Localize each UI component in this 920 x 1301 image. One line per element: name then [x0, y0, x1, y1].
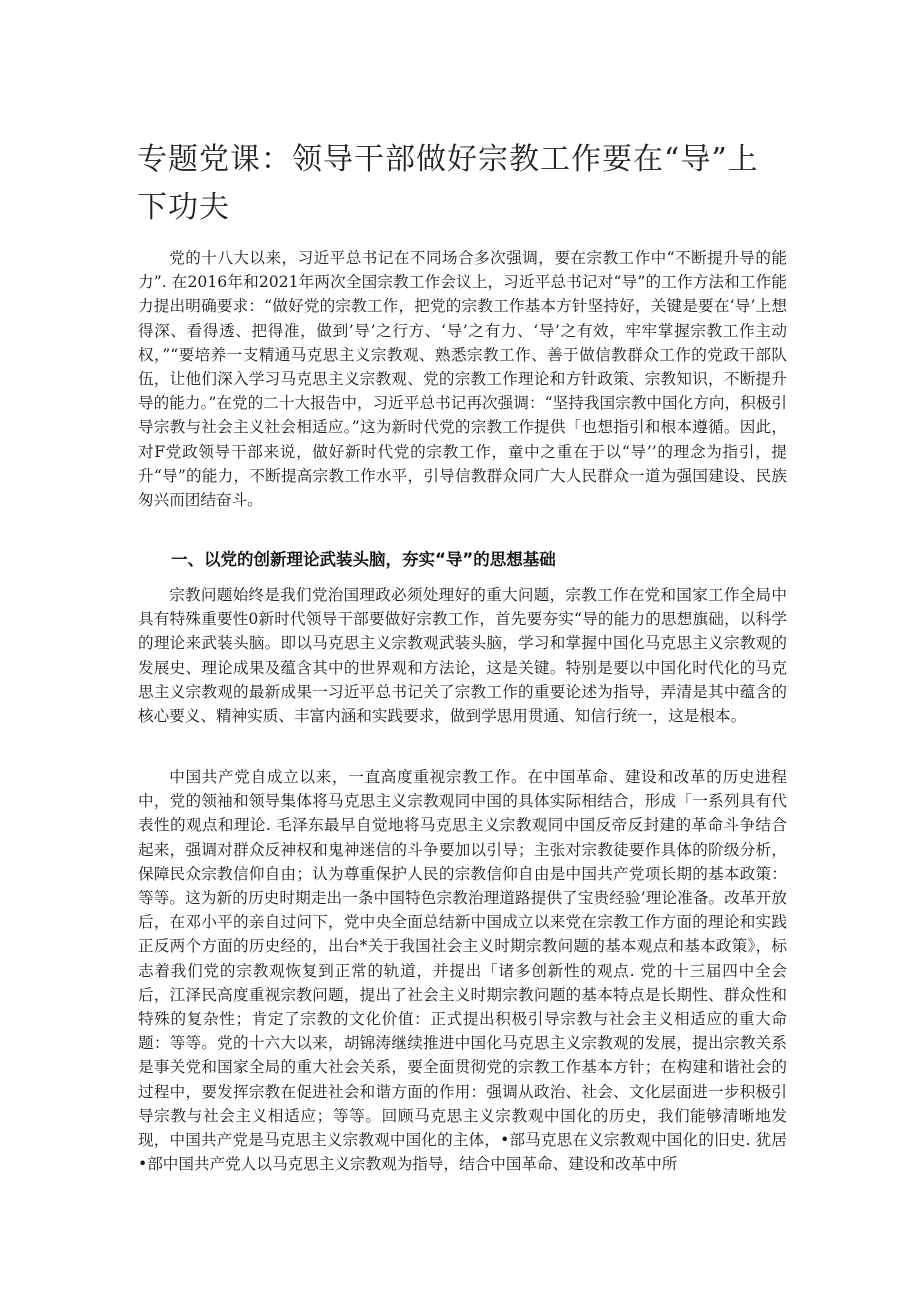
paragraph-history: 中国共产党自成立以来，一直高度重视宗教工作。在中国革命、建设和改革的历史进程中，党的领袖和领导集体将马克思主义宗教观同中国的具体实际相结合，形成「一系列具有代表性的观点和理论. 毛泽东最早自觉地将马克思主义宗教观同中国反帝反封建的革命斗争结合起来，强调对群众反神权和鬼神迷信的斗争要加以引导；主张对宗教徒要作具体的阶级分析，保障民众宗教信仰自由；认为尊重保护人民的宗教信仰自由是中国共产党项长期的基本政策：等等。这为新的历史时期走出一条中国特色宗教治理道路提供了宝贵经验’理论准备。改革开放后，在邓小平的亲自过问下，党中央全面总结新中国成立以来党在宗教工作方面的理论和实践正反两个方面的历史经的，出台*关于我国社会主义时期宗教问题的基本观点和基本政策》，标志着我们党的宗教观恢复到正常的轨道，并提出「诸多创新性的观点. 党的十三届四中全会后，江泽民高度重视宗教问题，提出了社会主义时期宗教问题的基本特点是长期性、群众性和特殊的复杂性；肯定了宗教的文化价值：正式提出积极引导宗教与社会主义相适应的重大命题：等等。党的十六大以来，胡锦涛继续推进中国化马克思主义宗教观的发展，提出宗教关系是事关党和国家全局的重大社会关系，要全面贯彻党的宗教工作基本方针；在构建和谐社会的过程中，要发挥宗教在促进社会和谐方面的作用：强调从政治、社会、文化层面进一步积极引导宗教与社会主义相适应；等等。回顾马克思主义宗教观中国化的历史，我们能够清晰地发现，中国共产党是马克思主义宗教观中国化的主体，•部马克思在义宗教观中国化的旧史. 犹居•部中国共产党人以马克思主义宗教观为指导，结合中国革命、建设和改革中所	[138, 768, 787, 1174]
document-title: 专题党课：领导干部做好宗教工作要在“导”上下功夫	[137, 142, 759, 225]
paragraph-intro: 党的十八大以来，习近平总书记在不同场合多次强调，要在宗教工作中“不断提升导的能力”. 在2016年和2021年两次全国宗教工作会议上，习近平总书记对“导”的工作方法和工作能力提出明确要求：“做好党的宗教工作，把党的宗教工作基本方针坚持好，关键是要在‘导’上想得深、看得透、把得准，做到’导’之行方、‘导’之有力、‘导’之有效，牢牢掌握宗教工作主动权，”“要培养一支精通马克思主义宗教观、熟悉宗教工作、善于做信教群众工作的党政干部队伍，让他们深入学习马克思主义宗教观、党的宗教工作理论和方针政策、宗教知识，不断提升导的能力。”在党的二十大报告中，习近平总书记再次强调：“坚持我国宗教中国化方向，积极引导宗教与社会主义社会相适应。”这为新时代党的宗教工作提供「也想指引和根本遵循。因此，对F党政领导干部来说，做好新时代党的宗教工作，童中之重在于以“导’’的理念为指引，提升“导”的能力，不断提高宗教工作水平，引导信教群众同广大人民群众一道为强国建设、民族匆兴而团结奋斗。	[138, 249, 787, 510]
section-heading: 一、以党的创新理论武装头脑，夯实“导”的思想基础	[171, 550, 556, 569]
paragraph-theory: 宗教问题始终是我们党治国理政必须处理好的重大问题，宗教工作在党和国家工作全局中具有特殊重要性0新时代领导干部要做好宗教工作，首先要夯实“导的能力的思想旗础，以科学的理论来武装头脑。即以马克思主义宗教观武装头脑，学习和掌握中国化马克思主义宗教观的发展史、理论成果及蕴含其中的世界观和方法论，这是关键。特别是要以中国化时代化的马克思主义宗教观的最新成果一习近平总书记关了宗教工作的重要论述为指导，弄清是其中蕴含的核心要义、精神实质、丰富内涵和实践要求，做到学思用贯通、知信行统一，这是根本。	[138, 586, 787, 726]
